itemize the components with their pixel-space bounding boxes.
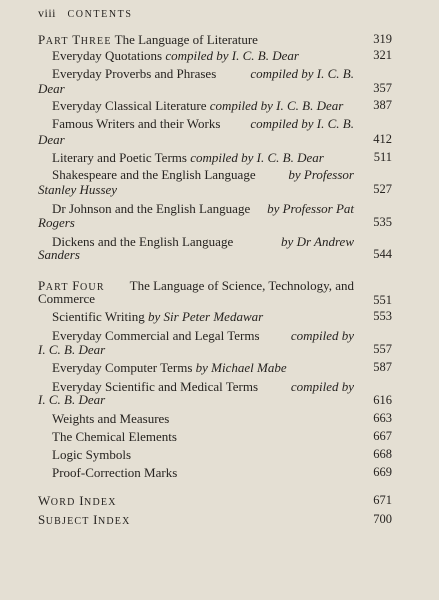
entry-page: 527	[373, 182, 392, 196]
entry-author: compiled by I. C. B. Dear	[190, 150, 324, 165]
toc-entry: The Chemical Elements	[52, 429, 177, 444]
page-header	[38, 6, 133, 21]
entry-title: Everyday Classical Literature	[52, 98, 207, 113]
entry-title: Everyday Computer Terms	[52, 360, 193, 375]
toc-entry	[52, 97, 343, 114]
page-title: CONTENTS	[67, 9, 133, 20]
toc-entry	[52, 359, 287, 376]
entry-page: 668	[373, 447, 392, 461]
page-number: viii	[38, 6, 57, 20]
entry-author: by Professor Pat	[267, 201, 354, 216]
entry-page: 587	[373, 360, 392, 374]
toc-entry: Weights and Measures	[52, 411, 170, 426]
entry-page: 669	[373, 465, 392, 479]
entry-page: 387	[373, 98, 392, 112]
entry-author: compiled by I. C. B. Dear	[165, 48, 299, 63]
entry-page: 511	[373, 150, 392, 164]
toc-entry: Logic Symbols	[52, 447, 132, 462]
toc-entry	[52, 65, 354, 82]
entry-title: Dr Johnson and the English Language	[52, 201, 251, 216]
toc-entry	[52, 47, 299, 64]
entry-title: Famous Writers and their Works	[52, 116, 221, 131]
entry-author: compiled by I. C. B.	[250, 116, 354, 131]
entry-author: by Professor	[288, 167, 354, 182]
entry-page: 663	[373, 411, 392, 425]
toc-entry	[52, 200, 354, 217]
toc-entry-subject-index: SUBJECT INDEX	[38, 512, 131, 527]
entry-page: 671	[373, 493, 392, 507]
entry-author: compiled by I. C. B. Dear	[209, 98, 344, 113]
entry-author-cont: Dear	[38, 81, 65, 96]
entry-author: by Sir Peter Medawar	[148, 309, 264, 324]
entry-author-cont: I. C. B. Dear	[38, 342, 106, 357]
part-label: PART FOUR	[38, 278, 105, 293]
entry-author: compiled by	[290, 328, 354, 343]
entry-page: 551	[373, 293, 392, 307]
entry-page: 412	[373, 132, 392, 146]
entry-page: 535	[373, 215, 392, 229]
entry-page: 357	[373, 81, 392, 95]
entry-page: 616	[373, 393, 392, 407]
entry-title-cont: Commerce	[38, 291, 96, 306]
entry-page: 319	[373, 32, 392, 46]
entry-title: Shakespeare and the English Language	[52, 167, 256, 182]
entry-title: Dickens and the English Language	[52, 234, 234, 249]
entry-page: 667	[373, 429, 392, 443]
part-label: PART THREE	[38, 32, 112, 47]
entry-page: 544	[373, 247, 392, 261]
entry-page: 700	[373, 512, 392, 526]
entry-title: Literary and Poetic Terms	[52, 150, 187, 165]
entry-author-cont: Rogers	[38, 215, 75, 230]
entry-title: The Language of Literature	[114, 32, 258, 47]
entry-author: by Dr Andrew	[281, 234, 354, 249]
toc-entry: Proof-Correction Marks	[52, 465, 178, 480]
entry-title: The Language of Science, Technology, and	[129, 278, 354, 293]
toc-entry	[52, 233, 354, 250]
entry-author-cont: Stanley Hussey	[38, 182, 118, 197]
toc-entry	[52, 308, 263, 325]
toc-entry	[52, 149, 324, 166]
entry-title: Everyday Scientific and Medical Terms	[52, 379, 259, 394]
entry-page: 321	[373, 48, 392, 62]
entry-page: 553	[373, 309, 392, 323]
entry-page: 557	[373, 342, 392, 356]
entry-title: Everyday Proverbs and Phrases	[52, 66, 217, 81]
entry-author: compiled by I. C. B.	[250, 66, 354, 81]
entry-title: Everyday Quotations	[52, 48, 163, 63]
entry-author-cont: I. C. B. Dear	[38, 392, 106, 407]
entry-author: by Michael Mabe	[195, 360, 287, 375]
entry-title: Everyday Commercial and Legal Terms	[52, 328, 260, 343]
entry-title: Scientific Writing	[52, 309, 145, 324]
entry-author: compiled by	[290, 379, 354, 394]
entry-author-cont: Sanders	[38, 247, 80, 262]
toc-entry	[52, 115, 354, 132]
entry-author-cont: Dear	[38, 132, 65, 147]
toc-entry-word-index: WORD INDEX	[38, 493, 117, 508]
